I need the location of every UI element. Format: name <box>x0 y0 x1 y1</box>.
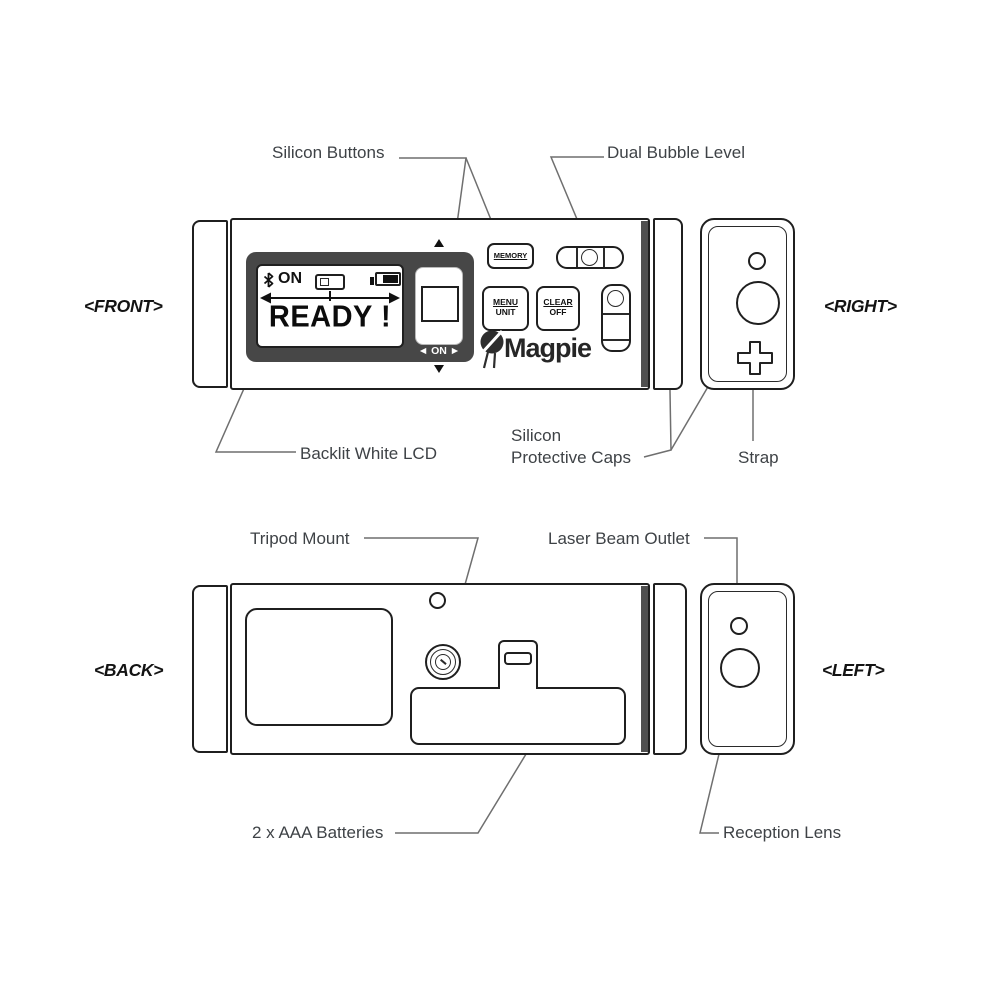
bubble-h-tick-left <box>576 248 578 267</box>
front-left-cap <box>192 220 228 388</box>
up-triangle-icon <box>434 239 444 247</box>
callout-dual-bubble-level: Dual Bubble Level <box>607 143 745 162</box>
view-label-left: <LEFT> <box>822 660 885 680</box>
back-label-recess <box>245 608 393 726</box>
menu-label: MENU <box>492 297 519 307</box>
clear-label: CLEAR <box>543 297 573 307</box>
front-cap-shadow-strip <box>641 221 648 387</box>
strap-hole-cross <box>736 340 774 376</box>
device-icon-detail <box>320 278 329 286</box>
view-label-right: <RIGHT> <box>824 296 897 316</box>
callout-silicon-buttons: Silicon Buttons <box>272 143 385 162</box>
on-switch-label: ◄ ON ► <box>417 345 461 357</box>
reception-lens-left <box>720 648 760 688</box>
callout-silicon-caps-line1: Silicon <box>511 426 562 445</box>
reception-lens-right <box>736 281 780 325</box>
unit-label: UNIT <box>495 307 516 317</box>
off-label: OFF <box>549 307 567 317</box>
callout-strap: Strap <box>738 448 779 467</box>
lcd-ready-text: READY ! <box>268 300 392 334</box>
callout-silicon-caps-line2: Protective Caps <box>511 448 631 467</box>
view-label-back: <BACK> <box>94 660 164 680</box>
back-right-cap <box>653 583 687 755</box>
laser-beam-outlet-left <box>730 617 748 635</box>
bubble-v-bubble <box>607 290 624 307</box>
menu-unit-button <box>482 286 529 331</box>
back-cap-shadow-strip <box>641 586 648 752</box>
bubble-h-tick-right <box>603 248 605 267</box>
view-label-front: <FRONT> <box>84 296 163 316</box>
callout-silicon-caps <box>511 425 631 469</box>
bubble-v-tick-top <box>603 313 629 315</box>
callout-batteries: 2 x AAA Batteries <box>252 823 384 842</box>
callout-backlit-lcd: Backlit White LCD <box>300 444 437 463</box>
bubble-v-tick-bottom <box>603 339 629 341</box>
on-switch-button <box>421 286 459 322</box>
front-right-cap <box>653 218 683 390</box>
bluetooth-icon <box>263 272 274 288</box>
back-left-cap <box>192 585 228 753</box>
clear-off-button <box>536 286 580 331</box>
callout-reception-lens: Reception Lens <box>723 823 842 842</box>
bubble-h-bubble <box>581 249 598 266</box>
callout-tripod-mount: Tripod Mount <box>250 529 350 548</box>
memory-button-label: MEMORY <box>493 251 528 260</box>
bluetooth-status-label: ON <box>278 270 302 287</box>
battery-icon-nub <box>370 277 374 285</box>
brand-logo-text: Magpie <box>504 333 592 363</box>
battery-cover-latch-slot <box>504 652 532 665</box>
memory-button <box>487 243 534 269</box>
back-small-hole <box>429 592 446 609</box>
laser-beam-outlet-right <box>748 252 766 270</box>
down-triangle-icon <box>434 365 444 373</box>
battery-icon-fill <box>383 275 398 283</box>
battery-cover <box>410 687 626 745</box>
magpie-bird-icon <box>479 329 506 369</box>
callout-laser-beam-outlet: Laser Beam Outlet <box>548 529 690 548</box>
